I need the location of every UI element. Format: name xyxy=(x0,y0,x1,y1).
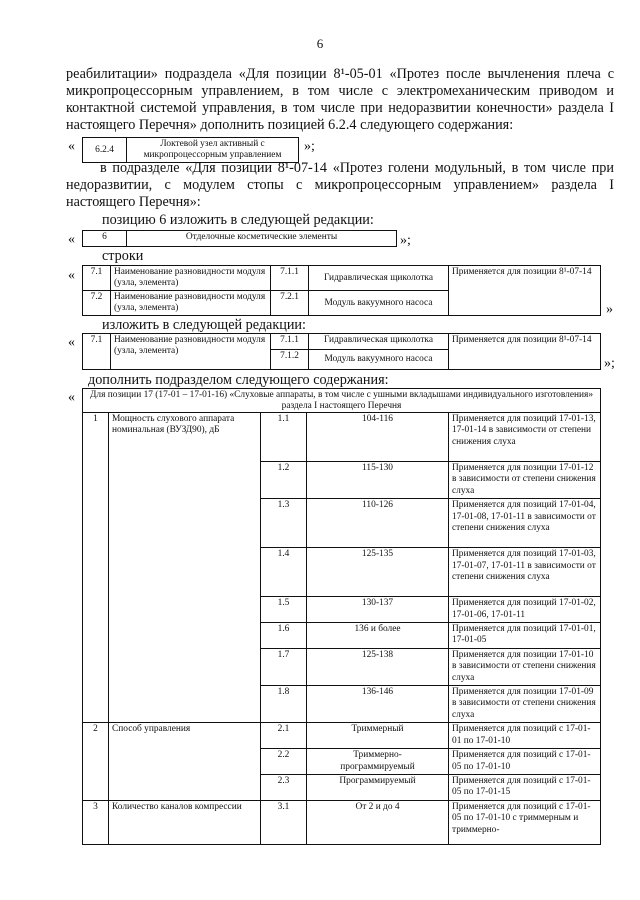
cell-name: Количество каналов компрессии xyxy=(109,800,261,844)
cell-value: 115-130 xyxy=(307,462,449,499)
cell-value: Триммерный xyxy=(307,723,449,749)
cell-note: Применяется для позиции 8¹-07-14 xyxy=(449,334,601,370)
cell-text: Локтевой узел активный с микропроцессорным управлением xyxy=(127,138,299,163)
page-number: 6 xyxy=(316,36,324,51)
quote-close: » xyxy=(606,302,613,317)
quote-open: « xyxy=(68,268,75,283)
cell-sub: 1.2 xyxy=(261,462,307,499)
cell-note: Применяется для позиций 17-01-01, 17-01-05 xyxy=(449,623,601,649)
cell-value: Триммерно-программируемый xyxy=(307,749,449,775)
cell-sub: 1.6 xyxy=(261,623,307,649)
cell-sub: 1.8 xyxy=(261,686,307,723)
cell-sub: 2.2 xyxy=(261,749,307,775)
cell-value: Гидравлическая щиколотка xyxy=(309,266,449,291)
paragraph-2: в подразделе «Для позиции 8¹-07-14 «Протез голени модульный, в том числе при недоразвитии, с модулем стопы с микропроцессорным управлением» раздела I настоящего Перечня»: xyxy=(66,160,614,210)
cell-note: Применяется для позиции 8¹-07-14 xyxy=(449,266,601,316)
quote-close: »; xyxy=(304,139,315,154)
cell-num: 7.2 xyxy=(83,291,111,316)
cell-value: 104-116 xyxy=(307,413,449,462)
cell-value: 125-135 xyxy=(307,548,449,597)
table-position-6 xyxy=(82,230,397,247)
cell-note: Применяется для позиций с 17-01-05 по 17-01-10 xyxy=(449,749,601,775)
cell-num: 1 xyxy=(83,413,109,723)
cell-note: Применяется для позиции 17-01-12 в зависимости от степени снижения слуха xyxy=(449,462,601,499)
cell-name: Мощность слухового аппарата номинальная (ВУЗД90), дБ xyxy=(109,413,261,723)
cell-num: 7.1 xyxy=(83,334,111,370)
cell-value: 110-126 xyxy=(307,499,449,548)
paragraph-1: реабилитации» подраздела «Для позиции 8¹-05-01 «Протез после вычленения плеча с микропроцессорным управлением, в том числе с электромеханическим приводом и контактной системой управления, в том числе при недоразвитии конечности» раздела I настоящего Перечня» дополнить позицией 6.2.4 следующего содержания: xyxy=(66,66,614,133)
cell-num: 3 xyxy=(83,800,109,844)
quote-open: « xyxy=(68,232,75,247)
cell-note: Применяется для позиций 17-01-03, 17-01-07, 17-01-11 в зависимости от степени снижения слуха xyxy=(449,548,601,597)
cell-num: 6 xyxy=(83,231,127,247)
cell-value: Гидравлическая щиколотка xyxy=(309,334,449,350)
cell-sub: 7.1.1 xyxy=(271,266,309,291)
cell-name: Наименование разновидности модуля (узла, элемента) xyxy=(111,334,271,370)
cell-value: 130-137 xyxy=(307,597,449,623)
cell-value: Модуль вакуумного насоса xyxy=(309,350,449,370)
cell-value: Модуль вакуумного насоса xyxy=(309,291,449,316)
cell-name: Наименование разновидности модуля (узла, элемента) xyxy=(111,291,271,316)
cell-value: 136 и более xyxy=(307,623,449,649)
line-rows: строки xyxy=(102,248,144,264)
table-rows-7 xyxy=(82,265,601,316)
cell-value: От 2 и до 4 xyxy=(307,800,449,844)
cell-sub: 2.1 xyxy=(261,723,307,749)
quote-open: « xyxy=(68,139,75,154)
table-header: Для позиции 17 (17-01 – 17-01-16) «Слуховые аппараты, в том числе с ушными вкладышами индивидуального изготовления» раздела I настоящего Перечня xyxy=(83,389,601,413)
table-edit-7 xyxy=(82,333,601,370)
cell-sub: 1.5 xyxy=(261,597,307,623)
line-position-6: позицию 6 изложить в следующей редакции: xyxy=(102,212,374,228)
cell-sub: 1.3 xyxy=(261,499,307,548)
cell-sub: 1.7 xyxy=(261,648,307,685)
quote-close: »; xyxy=(604,356,615,371)
cell-name: Способ управления xyxy=(109,723,261,800)
cell-note: Применяется для позиции 17-01-10 в зависимости от степени снижения слуха xyxy=(449,648,601,685)
cell-sub: 7.1.1 xyxy=(271,334,309,350)
quote-open: « xyxy=(68,335,75,350)
cell-note: Применяется для позиций с 17-01-05 по 17-01-15 xyxy=(449,774,601,800)
cell-num: 2 xyxy=(83,723,109,800)
cell-text: Отделочные косметические элементы xyxy=(127,231,397,247)
cell-value: 125-138 xyxy=(307,648,449,685)
cell-sub: 1.4 xyxy=(261,548,307,597)
cell-note: Применяется для позиций 17-01-02, 17-01-06, 17-01-11 xyxy=(449,597,601,623)
cell-sub: 3.1 xyxy=(261,800,307,844)
cell-sub: 1.1 xyxy=(261,413,307,462)
cell-sub: 7.2.1 xyxy=(271,291,309,316)
cell-num: 6.2.4 xyxy=(83,138,127,163)
cell-sub: 7.1.2 xyxy=(271,350,309,370)
table-hearing-aids xyxy=(82,388,601,845)
quote-open: « xyxy=(68,390,75,405)
cell-value: Программируемый xyxy=(307,774,449,800)
cell-sub: 2.3 xyxy=(261,774,307,800)
line-add: дополнить подразделом следующего содержания: xyxy=(88,372,389,388)
cell-note: Применяется для позиций с 17-01-01 по 17-01-10 xyxy=(449,723,601,749)
cell-note: Применяется для позиций 17-01-13, 17-01-14 в зависимости от степени снижения слуха xyxy=(449,413,601,462)
cell-note: Применяется для позиции 17-01-09 в зависимости от степени снижения слуха xyxy=(449,686,601,723)
cell-note: Применяется для позиций с 17-01-05 по 17-01-10 с триммерным и триммерно- xyxy=(449,800,601,844)
cell-name: Наименование разновидности модуля (узла, элемента) xyxy=(111,266,271,291)
line-edit: изложить в следующей редакции: xyxy=(102,317,306,333)
quote-close: »; xyxy=(400,233,411,248)
cell-value: 136-146 xyxy=(307,686,449,723)
cell-note: Применяется для позиций 17-01-04, 17-01-08, 17-01-11 в зависимости от степени снижения слуха xyxy=(449,499,601,548)
cell-num: 7.1 xyxy=(83,266,111,291)
